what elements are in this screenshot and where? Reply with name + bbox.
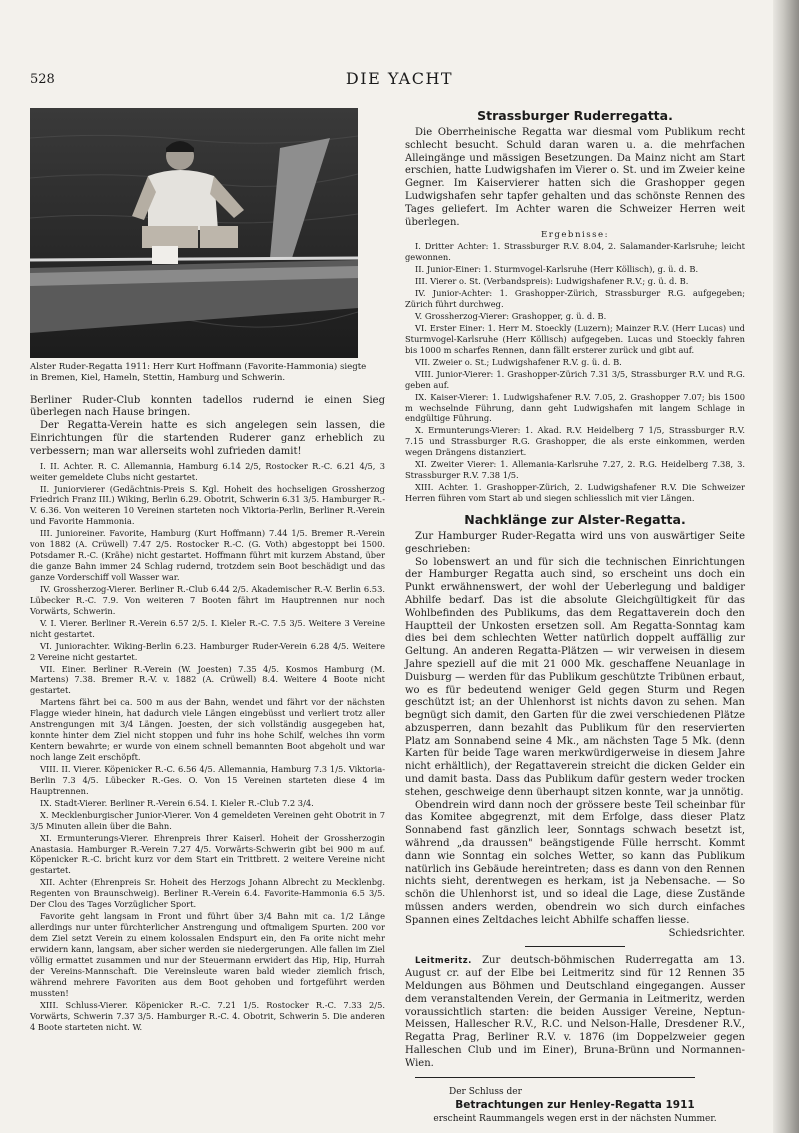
result-item: IV. Junior-Achter: 1. Grashopper-Zürich, Strassburger R.G. aufgegeben; Zürich führt durchweg.: [405, 288, 745, 310]
race-report-paragraph: Favorite geht langsam in Front und führt über 3/4 Bahn mit ca. 1/2 Länge allerdings nur unter fürchterlicher Anstrengung und oftmaligem Spurten. 200 vor dem Ziel setzt Verein zu einem kolossalen Endspurt ein, den Fa orite nicht mehr erwidern kann, langsam, aber sicher werden sie niedergerungen. Alle fallen im Ziel völlig ermattet zusammen und nur der Steuermann erwidert das Hip, Hip, Hurrah der Vereins-Mannschaft. Die Vereinsleute waren bald wieder ziemlich frisch, während mehrere Favoriten aus dem Boot gehoben und fortgeführt werden mussten!: [30, 911, 385, 998]
page-number: 528: [30, 72, 55, 87]
result-item: V. Grossherzog-Vierer: Grashopper, g. ü. d. B.: [415, 311, 607, 321]
result-item: X. Ermunterungs-Vierer: 1. Akad. R.V. Heidelberg 7 1/5, Strassburger R.V. 7.15 und Strassburger R.G. Grashopper, die als erste einkommen, werden wegen Drängens distanziert.: [405, 425, 745, 458]
result-item: II. Junior-Einer: 1. Sturmvogel-Karlsruhe (Herr Köllisch), g. ü. d. B.: [415, 264, 699, 275]
henley-notice: [405, 1086, 745, 1126]
section-divider: [525, 946, 625, 947]
race-result-paragraph: IV. Grossherzog-Vierer. Berliner R.-Club 6.44 2/5. Akademischer R.-V. Berlin 6.53. Lübecker R.-C. 7.9. Von weiteren 7 Booten fährt im Hauptrennen nur noch Vorwärts, Schwerin.: [30, 583, 385, 616]
race-result-paragraph: III. Junioreiner. Favorite, Hamburg (Kurt Hoffmann) 7.44 1/5. Bremer R.-Verein von 1882 (A. Crüwell) 7.47 2/5. Rostocker R.-C. (G. Voth) abgestoppt bei 1500. Potsdamer R.-C. (Krähe) nicht gestartet. Hoffmann führt mit kurzem Abstand, über die ganze Bahn immer 24 Schlag rudernd, trotzdem sein Boot beschädigt und das ganze Vorderschiff voll Wasser war.: [30, 528, 385, 583]
race-result-paragraph: VI. Juniorachter. Wiking-Berlin 6.23. Hamburger Ruder-Verein 6.28 4/5. Weitere 2 Vereine nicht gestartet.: [30, 640, 385, 662]
henley-notice-title: Betrachtungen zur Henley-Regatta 1911: [455, 1099, 695, 1112]
section-divider: [415, 1077, 695, 1078]
leitmeritz-notice: [405, 955, 745, 1070]
left-lead-paragraph: Berliner Ruder-Club konnten tadellos rudernd ie einen Sieg überlegen nach Hause bringen.: [30, 394, 385, 419]
alster-text: [405, 531, 745, 941]
result-item: XIII. Achter. 1. Grashopper-Zürich, 2. Ludwigshafener R.V. Die Schweizer Herren führen vom Start ab und siegen schliesslich mit vier Längen.: [405, 482, 745, 503]
race-result-paragraph: XI. Ermunterungs-Vierer. Ehrenpreis Ihrer Kaiserl. Hoheit der Grossherzogin Anastasia. Hamburger R.-Verein 7.27 4/5. Vorwärts-Schwerin gibt bei 900 m auf. Köpenicker R.-C. bricht kurz vor dem Start ein Trittbrett. 2 weitere Vereine nicht gestartet.: [30, 832, 385, 876]
alster-signature: Schiedsrichter.: [668, 927, 745, 939]
photo-caption: Alster Ruder-Regatta 1911: Herr Kurt Hoffmann (Favorite-Hammonia) siegte in Bremen, Kiel, Hameln, Stettin, Hamburg und Schwerin.: [30, 362, 367, 384]
race-result-paragraph: X. Mecklenburgischer Junior-Vierer. Von 4 gemeldeten Vereinen geht Obotrit in 7 3/5 Minuten allein über die Bahn.: [30, 809, 385, 831]
strassburg-lead-paragraph: Die Oberrheinische Regatta war diesmal vom Publikum recht schlecht besucht. Schuld daran waren u. a. die mehrfachen Alleingänge und mässigen Besetzungen. Da Mainz nicht am Start erschien, hatte Ludwigshafen im Vierer o. St. und im Zweier keine Gegner. Im Kaiservierer hatten sich die Grashopper gegen Ludwigshafen sehr tapfer gehalten und das schönste Rennen des Tages geliefert. Im Achter waren die Schweizer Herren weit überlegen.: [405, 127, 745, 228]
result-item: VII. Zweier o. St.; Ludwigshafener R.V. g. ü. d. B.: [415, 356, 622, 367]
alster-heading: Nachklänge zur Alster-Regatta.: [464, 511, 686, 527]
alster-paragraph: Zur Hamburger Ruder-Regatta wird uns von auswärtiger Seite geschrieben:: [405, 530, 745, 555]
result-item: IX. Kaiser-Vierer: 1. Ludwigshafener R.V. 7.05, 2. Grashopper 7.07; bis 1500 m wechselnde Führung, dann geht Ludwigshafen mit langem Schlage in endgültige Führung.: [405, 391, 745, 424]
result-item: III. Vierer o. St. (Verbandspreis): Ludwigshafener R.V.; g. ü. d. B.: [415, 276, 689, 287]
left-lead-paragraph: Der Regatta-Verein hatte es sich angelegen sein lassen, die Einrichtungen für die startenden Ruderer ganz erheblich zu verbessern; man war allerseits wohl zufrieden damit!: [30, 420, 385, 457]
race-result-paragraph: XIII. Schluss-Vierer. Köpenicker R.-C. 7.21 1/5. Rostocker R.-C. 7.33 2/5. Vorwärts, Schwerin 7.37 3/5. Hamburger R.-C. 4. Obotrit, Schwerin 5. Die anderen 4 Boote starteten nicht. W.: [30, 999, 385, 1032]
rower-photo: [30, 108, 358, 358]
race-result-paragraph: VIII. II. Vierer. Köpenicker R.-C. 6.56 4/5. Allemannia, Hamburg 7.3 1/5. Viktoria-Berlin 7.3 4/5. Lübecker R.-Ges. O. Von 15 Vereinen starteten diese 4 im Hauptrennen.: [30, 763, 385, 796]
race-result-paragraph: I. II. Achter. R. C. Allemannia, Hamburg 6.14 2/5, Rostocker R.-C. 6.21 4/5, 3 weiter gemeldete Clubs nicht gestartet.: [30, 460, 385, 482]
rower-photo-illustration: [30, 108, 358, 358]
henley-notice-line: Der Schluss der: [449, 1086, 522, 1097]
results-heading: Ergebnisse:: [540, 230, 610, 241]
result-item: VI. Erster Einer: 1. Herr M. Stoeckly (Luzern); Mainzer R.V. (Herr Lucas) und Sturmvogel-Karlsruhe (Herr Köllisch) aufgegeben. Lucas und Stoeckly fahren bis 1000 m scharfes Rennen, dann fällt ersterer zurück und gibt auf.: [405, 322, 745, 355]
result-item: I. Dritter Achter: 1. Strassburger R.V. 8.04, 2. Salamander-Karlsruhe; leicht gewonnen.: [405, 241, 745, 263]
left-results-text: [30, 461, 385, 1033]
running-head: DIE YACHT: [345, 69, 454, 88]
result-item: VIII. Junior-Vierer: 1. Grashopper-Zürich 7.31 3/5, Strassburger R.V. und R.G. geben auf.: [405, 368, 745, 390]
henley-notice-line: erscheint Raummangels wegen erst in der nächsten Nummer.: [433, 1113, 717, 1124]
strassburg-lead: [405, 127, 745, 229]
leitmeritz-label: Leitmeritz.: [415, 955, 472, 966]
right-column: [405, 108, 745, 1125]
page-binding-shadow: [773, 0, 799, 1133]
race-result-paragraph: II. Juniorvierer (Gedächtnis-Preis S. Kgl. Hoheit des hochseligen Grossherzog Friedrich Franz III.) Wiking, Berlin 6.29. Obotrit, Schwerin 6.31 3/5. Hamburger R.-V. 6.36. Von weiteren 10 Vereinen starteten noch Viktoria-Perlin, Berliner R.-Verein und Favorite Hammonia.: [30, 483, 385, 527]
race-result-paragraph: XII. Achter (Ehrenpreis Sr. Hoheit des Herzogs Johann Albrecht zu Mecklenbg. Regenten von Braunschweig). Berliner R.-Verein 6.4. Favorite-Hammonia 6.5 3/5. Der Clou des Tages Vorzüglicher Sport.: [30, 877, 385, 910]
race-result-paragraph: V. I. Vierer. Berliner R.-Verein 6.57 2/5. I. Kieler R.-C. 7.5 3/5. Weitere 3 Vereine nicht gestartet.: [30, 617, 385, 639]
left-lead-text: [30, 395, 385, 459]
race-result-paragraph: VII. Einer. Berliner R.-Verein (W. Joesten) 7.35 4/5. Kosmos Hamburg (M. Martens) 7.38. Bremer R.-V. v. 1882 (A. Crüwell) 8.4. Weitere 4 Boote nicht gestartet.: [30, 663, 385, 696]
left-column: [30, 108, 385, 1033]
strassburg-results: [405, 241, 745, 504]
strassburg-heading: Strassburger Ruderregatta.: [477, 108, 673, 123]
alster-paragraph: Obendrein wird dann noch der grössere beste Teil scheinbar für das Komitee abgegrenzt, mit dem Erfolge, dass dieser Platz Sonnabend fast gänzlich leer, Sonntags schwach besetzt ist, während „da draussen" beängstigende Fülle herrscht. Kommt dann wie Sonntag ein solches Wetter, so kann das Publikum natürlich ins Gebäude hereintreten; dass es dann von den Rennen nichts sieht, derentwegen es herkam, ist ja Nebensache. — So schön die Uhlenhorst ist, und so ideal die Lage, diese Zustände müssen anders werden, obendrein wo sich durch einfaches Spannen eines Zeltdaches leicht Abhilfe schaffen liesse.: [405, 799, 745, 926]
race-result-paragraph: IX. Stadt-Vierer. Berliner R.-Verein 6.54. I. Kieler R.-Club 7.2 3/4.: [40, 797, 314, 808]
leitmeritz-text: Zur deutsch-böhmischen Ruderregatta am 13. August cr. auf der Elbe bei Leitmeritz sind für 12 Rennen 35 Meldungen aus Böhmen und Deutschland eingegangen. Ausser dem veranstaltenden Verein, der Germania in Leitmeritz, werden voraussichtlich starten: die beiden Aussiger Vereine, Neptun-Meissen, Hallescher R.V., R.C. und Nelson-Halle, Dresdener R.V., Regatta Prag, Berliner R.V. v. 1876 (im Doppelzweier gegen Halleschen Club und im Einer), Bruna-Brünn und Normannen-Wien.: [405, 955, 745, 1069]
race-report-paragraph: Martens fährt bei ca. 500 m aus der Bahn, wendet und fährt vor der nächsten Flagge wieder hinein, hat dadurch viele Längen eingebüsst und verliert trotz aller Anstrengungen mit 3/4 Längen. Joesten, der sich vollständig ausgegeben hat, konnte hinter dem Ziel nicht stoppen und fuhr ins hohe Schilf, welches ihn vorm Kentern bewahrte; er wurde von einem schnell bemannten Boot abgeholt und war noch lange Zeit erschöpft.: [30, 697, 385, 763]
result-item: XI. Zweiter Vierer: 1. Allemania-Karlsruhe 7.27, 2. R.G. Heidelberg 7.38, 3. Strassburger R.V. 7.38 1/5.: [405, 459, 745, 481]
alster-paragraph: So lobenswert an und für sich die technischen Einrichtungen der Hamburger Regatta auch sind, so erscheint uns doch ein Punkt erwähnenswert, der wohl der Ueberlegung und baldiger Abhilfe bedarf. Das ist die absolute Gleichgültigkeit für das Wohlbefinden des Publikums, das dem Regattaverein doch den Hauptteil der Unkosten ersetzen soll. Am Regatta-Sonntag kam dies bei dem schlechten Wetter natürlich doppelt auffällig zur Geltung. An anderen Regatta-Plätzen — wir verweisen in diesem Jahre speziell auf die mit 21 000 Mk. geschaffene Neuanlage in Duisburg — werden für das Publikum geschützte Tribünen erbaut, wo es für bedeutend weniger Geld gegen Sturm und Regen geschützt ist; an der Uhlenhorst ist nichts davon zu sehen. Man begnügt sich damit, den Garten für die zwei verschiedenen Plätze abzusperren, dann bezahlt das Publikum für den reservierten Platz am Sonnabend seine 4 Mk., am nächsten Tage 5 Mk. (denn Karten für beide Tage waren merkwürdigerweise in diesem Jahre nicht erhältlich), der Regattaverein streicht die dicken Gelder ein und damit basta. Dass das Publikum dafür gestern weder trocken stehen, geschweige denn überhaupt sitzen konnte, war ja unnötig.: [405, 556, 745, 798]
